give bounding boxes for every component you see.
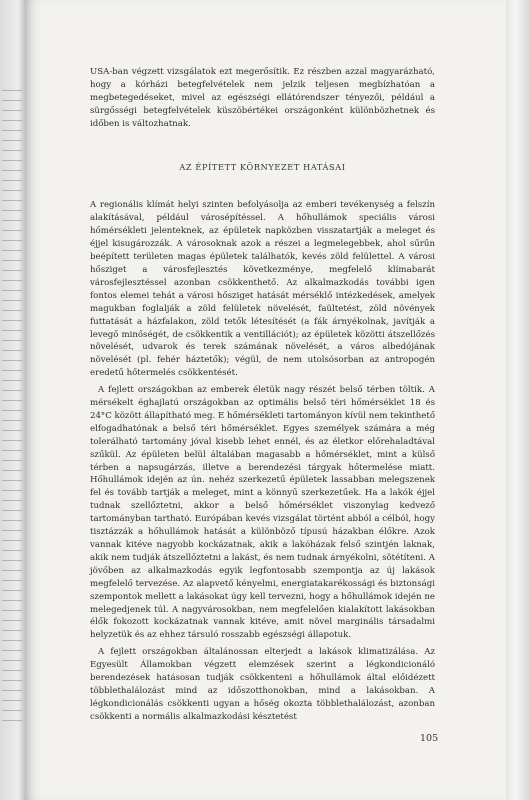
- page-number: 105: [420, 733, 439, 744]
- opening-paragraph: USA-ban végzett vizsgálatok ezt megerősítik. Ez részben azzal magyarázható, hogy a kórházi betegfelvételek nem jelzik teljesen megbízhatóan a megbetegedéseket, mivel az egészségi ellátórendszer tényezői, például a sürgősségi betegfelvételek küszöbértékei országonként különbözhetnek és időben is változhatnak.: [90, 67, 435, 129]
- previous-page-text-fragments: [2, 90, 22, 730]
- body-paragraph-2: A fejlett országokban az emberek életük nagy részét belső térben töltik. A mérsékelt éghajlatú országokban az optimális belső téri hőmérséklet 18 és 24°C között állapítható meg. E hőmérsékleti tartományon kívül nem tekinthető elfogadhatónak a belső téri hőmérséklet. Egyes személyek számára a még tolerálható tartomány jóval kisebb lehet ennél, és az életkor előrehaladtával szűkül. Az épületen belül általában magasabb a hőmérséklet, mint a külső térben a napsugárzás, illetve a berendezési tárgyak hőtermelése miatt. Hőhullámok idején az ún. nehéz szerkezetű épületek lassabban melegszenek fel és tovább tartják a meleget, mint a könnyű szerkezetűek. Ha a lakók éjjel tudnak szellőztetni, akkor a belső hőmérséklet viszonylag kedvező tartományban tartható. Európában kevés vizsgálat történt abból a célból, hogy tisztázzák a hőhullámok hatását a különböző típusú házakban élőkre. Azok vannak kitéve nagyobb kockázatnak, akik a lakóházak felső szintjén laknak, akik nem tudják átszellőztetni a lakást, és nem tudnak árnyékolni, sötétíteni. A jövőben az alkalmazkodás egyik legfontosabb szempontja az új lakások megfelelő tervezése. Az alapvető kényelmi, energiatakarékossági és biztonsági szempontok mellett a lakásokat úgy kell tervezni, hogy a hőhullámok idején ne melegedjenek túl. A nagyvárosokban, nem megfelelően kialakított lakásokban élők fokozott kockázatnak vannak kitéve, amit növel marginális társadalmi helyzetük és az ehhez társuló rosszabb egészségi állapotuk.: [90, 385, 435, 641]
- page-content: [90, 66, 435, 724]
- page-stack-edge: [506, 0, 529, 800]
- body-paragraph-3: A fejlett országokban általánossan elterjedt a lakások klimatizálása. Az Egyesült Államokban végzett elemzések szerint a légkondicionáló berendezések hatásosan tudják csökkenteni a hőhullámok által előidézett többlethalálozást mind az időszotthonokban, mind a lakásokban. A légkondicionálás csökkenti ugyan a hőség okozta többlethalálozást, azonban csökkenti a normális alkalmazkodási késztetést: [90, 647, 435, 722]
- section-heading: AZ ÉPÍTETT KÖRNYEZET HATÁSAI: [179, 161, 346, 172]
- body-paragraph-1: A regionális klímát helyi szinten befolyásolja az emberi tevékenység a felszín alakításával, például városépítéssel. A hőhullámok speciális városi hőmérsékleti jelenteknek, az épületek napközben visszatartják a meleget és éjjel kisugározzák. A városoknak azok a részei a legmelegebbek, ahol sűrűn beépített területen magas épületek találhatók, kevés zöld felülettel. A városi hősziget a városfejlesztés következménye, megfelelő klímabarát városfejlesztéssel azonban csökkenthető. Az alkalmazkodás további igen fontos elemei tehát a városi hősziget hatását mérséklő intézkedések, amelyek magukban foglalják a zöld felületek növelését, faültetést, zöld növények futtatását a házfalakon, zöld tetők létesítését (a fák árnyékolnak, javítják a levegő minőségét, de csökkentik a ventillációt); az épületek közötti átszellőzés növelését, udvarok és terek számának növelését, a város albedójának növelését (pl. fehér háztetők); végül, de nem utolsósorban az antropogén eredetű hőtermelés csökkentését.: [90, 200, 435, 379]
- previous-page-edge: [0, 0, 26, 800]
